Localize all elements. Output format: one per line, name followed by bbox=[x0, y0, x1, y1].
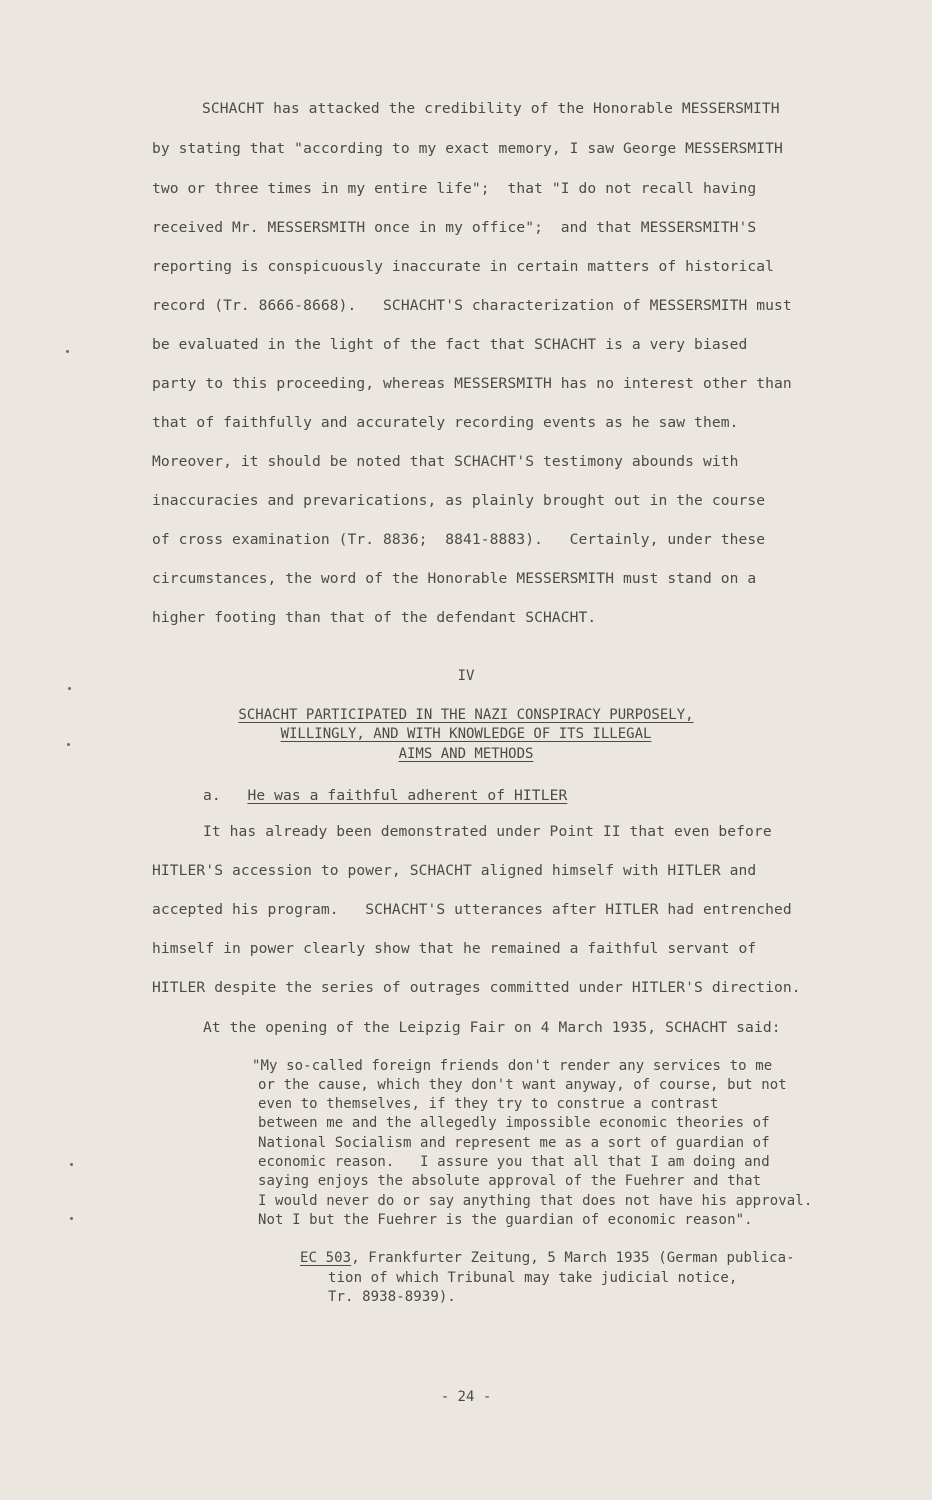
quote-line: or the cause, which they don't want anyway, of course, but not bbox=[258, 1077, 787, 1093]
section-number: IV bbox=[457, 668, 475, 684]
text-line: circumstances, the word of the Honorable MESSERSMITH must stand on a bbox=[152, 570, 757, 587]
quote-line: Not I but the Fuehrer is the guardian of economic reason". bbox=[258, 1212, 753, 1228]
text-line: HITLER despite the series of outrages committed under HITLER'S direction. bbox=[152, 979, 801, 996]
text-line: inaccuracies and prevarications, as plainly brought out in the course bbox=[152, 492, 766, 509]
citation-reference: EC 503 bbox=[300, 1250, 352, 1266]
section-heading-line: AIMS AND METHODS bbox=[398, 746, 534, 762]
text-line: It has already been demonstrated under Point II that even before bbox=[203, 823, 772, 840]
quote-line: National Socialism and represent me as a sort of guardian of bbox=[258, 1135, 770, 1151]
quote-line: between me and the allegedly impossible economic theories of bbox=[258, 1115, 770, 1131]
text-line: record (Tr. 8666-8668). SCHACHT'S characterization of MESSERSMITH must bbox=[152, 297, 792, 314]
text-line: HITLER'S accession to power, SCHACHT aligned himself with HITLER and bbox=[152, 862, 757, 879]
subheading-text: He was a faithful adherent of HITLER bbox=[247, 787, 568, 804]
text-line: Moreover, it should be noted that SCHACHT'S testimony abounds with bbox=[152, 453, 739, 470]
paper-speck bbox=[70, 1163, 73, 1166]
text-line: of cross examination (Tr. 8836; 8841-8883). Certainly, under these bbox=[152, 531, 766, 548]
citation-line bbox=[300, 1250, 795, 1266]
text-line: two or three times in my entire life"; that "I do not recall having bbox=[152, 180, 757, 197]
text-line: received Mr. MESSERSMITH once in my office"; and that MESSERSMITH'S bbox=[152, 219, 757, 236]
quote-line: "My so-called foreign friends don't render any services to me bbox=[252, 1058, 773, 1074]
text-line: that of faithfully and accurately recording events as he saw them. bbox=[152, 414, 739, 431]
text-line: reporting is conspicuously inaccurate in certain matters of historical bbox=[152, 258, 775, 275]
section-heading-line: SCHACHT PARTICIPATED IN THE NAZI CONSPIRACY PURPOSELY, bbox=[238, 707, 694, 723]
quote-line: economic reason. I assure you that all that I am doing and bbox=[258, 1154, 770, 1170]
citation-source: , Frankfurter Zeitung, 5 March 1935 (German publica- bbox=[351, 1250, 795, 1266]
quote-line: even to themselves, if they try to construe a contrast bbox=[258, 1096, 719, 1112]
citation-line: Tr. 8938-8939). bbox=[328, 1289, 456, 1305]
text-line: be evaluated in the light of the fact that SCHACHT is a very biased bbox=[152, 336, 748, 353]
text-line: SCHACHT has attacked the credibility of the Honorable MESSERSMITH bbox=[202, 100, 780, 117]
text-line: by stating that "according to my exact memory, I saw George MESSERSMITH bbox=[152, 140, 783, 157]
text-line: party to this proceeding, whereas MESSERSMITH has no interest other than bbox=[152, 375, 792, 392]
quote-line: saying enjoys the absolute approval of the Fuehrer and that bbox=[258, 1173, 762, 1189]
text-line: accepted his program. SCHACHT'S utterances after HITLER had entrenched bbox=[152, 901, 792, 918]
paper-speck bbox=[66, 350, 69, 353]
paper-speck bbox=[68, 687, 71, 690]
citation-line: tion of which Tribunal may take judicial notice, bbox=[328, 1270, 738, 1286]
subheading bbox=[203, 787, 567, 804]
subheading-letter: a. bbox=[203, 787, 221, 804]
text-line: himself in power clearly show that he remained a faithful servant of bbox=[152, 940, 757, 957]
page-number: - 24 - bbox=[440, 1389, 492, 1405]
paper-speck bbox=[67, 743, 70, 746]
quote-line: I would never do or say anything that does not have his approval. bbox=[258, 1193, 813, 1209]
text-line: higher footing than that of the defendant SCHACHT. bbox=[152, 609, 597, 626]
quote-intro: At the opening of the Leipzig Fair on 4 March 1935, SCHACHT said: bbox=[203, 1019, 781, 1036]
section-heading-line: WILLINGLY, AND WITH KNOWLEDGE OF ITS ILLEGAL bbox=[280, 726, 652, 742]
paper-speck bbox=[70, 1217, 73, 1220]
